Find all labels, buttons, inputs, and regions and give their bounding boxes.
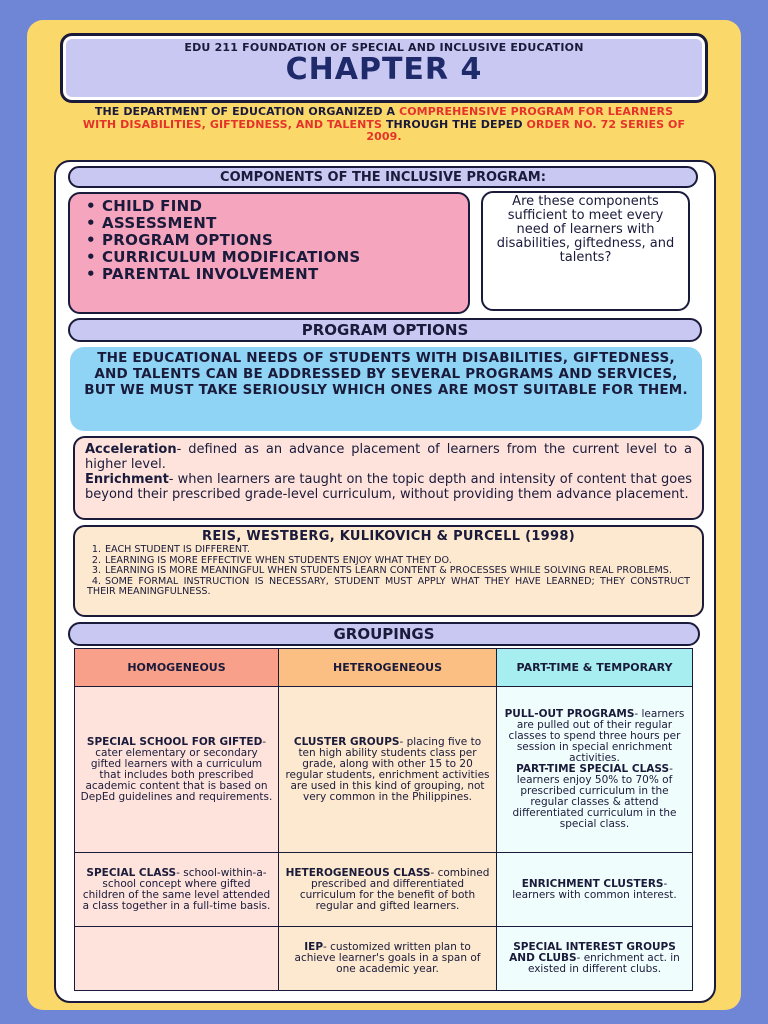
table-cell	[75, 853, 279, 927]
cell-text: - placing five to ten high ability students class per grade, along with other 15 to 20 regular students, enrichment activities are used in this kind of grouping, not very common in the Philippines.	[285, 735, 490, 803]
table-cell	[75, 687, 279, 853]
list-item: • CHILD FIND	[80, 198, 458, 215]
needs-statement: THE EDUCATIONAL NEEDS OF STUDENTS WITH DISABILITIES, GIFTEDNESS, AND TALENTS CAN BE ADDRESSED BY SEVERAL PROGRAMS AND SERVICES, BUT WE MUST TAKE SERIOUSLY WHICH ONES ARE MOST SUITABLE FOR THEM.	[70, 347, 702, 431]
enrichment-term: Enrichment	[85, 472, 169, 487]
groupings-heading: GROUPINGS	[68, 622, 700, 646]
enrichment-definition: - when learners are taught on the topic depth and intensity of content that goes beyond their prescribed grade-level curriculum, without providing them advance placement.	[85, 472, 692, 502]
table-cell	[279, 687, 497, 853]
program-options-heading: PROGRAM OPTIONS	[68, 318, 702, 342]
cell-term: PART-TIME SPECIAL CLASS	[516, 763, 670, 775]
intro-text	[80, 106, 688, 144]
cell-term: SPECIAL INTEREST GROUPS AND CLUBS	[509, 941, 676, 964]
table-cell	[279, 927, 497, 991]
table-cell	[75, 927, 279, 991]
groupings-table	[74, 648, 693, 991]
poster-header	[60, 33, 708, 103]
cell-term: IEP	[304, 941, 324, 953]
table-header-row	[75, 649, 693, 687]
cell-text: - learners with common interest.	[512, 877, 677, 901]
intro-part4: ORDER NO. 72 SERIES OF 2009.	[366, 117, 686, 143]
cell-text: - learners are pulled out of their regular classes to spend three hours per session in special enrichment activities.	[508, 708, 685, 764]
course-title: EDU 211 FOUNDATION OF SPECIAL AND INCLUSIVE EDUCATION	[184, 41, 584, 54]
cell-term: SPECIAL CLASS	[86, 866, 177, 879]
cell-text: - school-within-a-school concept where gifted children of the same level attended a class together in a full-time basis.	[82, 866, 271, 912]
list-item: • CURRICULUM MODIFICATIONS	[80, 249, 458, 266]
item-number: 2.	[91, 554, 101, 566]
table-cell	[497, 853, 693, 927]
intro-part1: THE DEPARTMENT OF EDUCATION ORGANIZED A	[94, 105, 396, 118]
item-text: LEARNING IS MORE EFFECTIVE WHEN STUDENTS ENJOY WHAT THEY DO.	[105, 554, 452, 566]
table-row	[75, 853, 693, 927]
intro-part3: THROUGH THE DEPED	[385, 117, 523, 131]
components-heading: COMPONENTS OF THE INCLUSIVE PROGRAM:	[68, 166, 698, 188]
item-text: SOME FORMAL INSTRUCTION IS NECESSARY, STUDENT MUST APPLY WHAT THEY HAVE LEARNED; THEY CONSTRUCT THEIR MEANINGFULNESS.	[87, 575, 690, 597]
table-cell	[497, 927, 693, 991]
reis-box	[73, 525, 704, 617]
list-item: • PROGRAM OPTIONS	[80, 232, 458, 249]
cell-term: ENRICHMENT CLUSTERS	[521, 877, 664, 890]
chapter-title: CHAPTER 4	[285, 52, 483, 87]
cell-text: - customized written plan to achieve learner's goals in a span of one academic year.	[294, 941, 481, 975]
cell-text: - learners enjoy 50% to 70% of prescribed curriculum in the regular classes & attend differentiated curriculum in the special class.	[512, 763, 677, 830]
cell-term: CLUSTER GROUPS	[293, 735, 400, 748]
reis-list	[87, 545, 690, 598]
reis-title: REIS, WESTBERG, KULIKOVICH & PURCELL (1998)	[202, 529, 575, 544]
item-number: 4.	[91, 575, 101, 587]
question-box: Are these components sufficient to meet every need of learners with disabilities, giftedness, and talents?	[481, 191, 690, 311]
list-item: • ASSESSMENT	[80, 215, 458, 232]
cell-text: - cater elementary or secondary gifted learners with a curriculum that includes both prescribed academic content that is based on DepEd guidelines and requirements.	[80, 735, 273, 803]
acceleration-term: Acceleration	[85, 442, 177, 457]
list-item: • PARENTAL INVOLVEMENT	[80, 266, 458, 283]
intro-part2: COMPREHENSIVE PROGRAM FOR LEARNERS WITH DISABILITIES, GIFTEDNESS, AND TALENTS	[82, 105, 674, 131]
table-row	[75, 927, 693, 991]
header-part-time: PART-TIME & TEMPORARY	[497, 649, 693, 687]
header-heterogeneous: HETEROGENEOUS	[279, 649, 497, 687]
item-text: LEARNING IS MORE MEANINGFUL WHEN STUDENTS LEARN CONTENT & PROCESSES WHILE SOLVING REAL PROBLEMS.	[105, 565, 672, 576]
definitions-box	[73, 436, 704, 520]
table-cell	[279, 853, 497, 927]
item-number: 1.	[91, 544, 101, 555]
cell-term: SPECIAL SCHOOL FOR GIFTED	[86, 735, 263, 748]
list-item	[87, 577, 690, 598]
item-text: EACH STUDENT IS DIFFERENT.	[105, 544, 250, 555]
components-list-box	[68, 192, 470, 314]
table-row	[75, 687, 693, 853]
components-list	[80, 198, 458, 283]
table-cell	[497, 687, 693, 853]
item-number: 3.	[91, 565, 101, 576]
header-homogeneous: HOMOGENEOUS	[75, 649, 279, 687]
cell-term: PULL-OUT PROGRAMS	[504, 708, 635, 720]
cell-text: - combined prescribed and differentiated curriculum for the benefit of both regular and gifted learners.	[299, 866, 490, 912]
acceleration-definition: - defined as an advance placement of learners from the current level to a higher level.	[85, 442, 692, 472]
cell-term: HETEROGENEOUS CLASS	[285, 866, 431, 879]
cell-text: - enrichment act. in existed in different clubs.	[527, 952, 680, 975]
